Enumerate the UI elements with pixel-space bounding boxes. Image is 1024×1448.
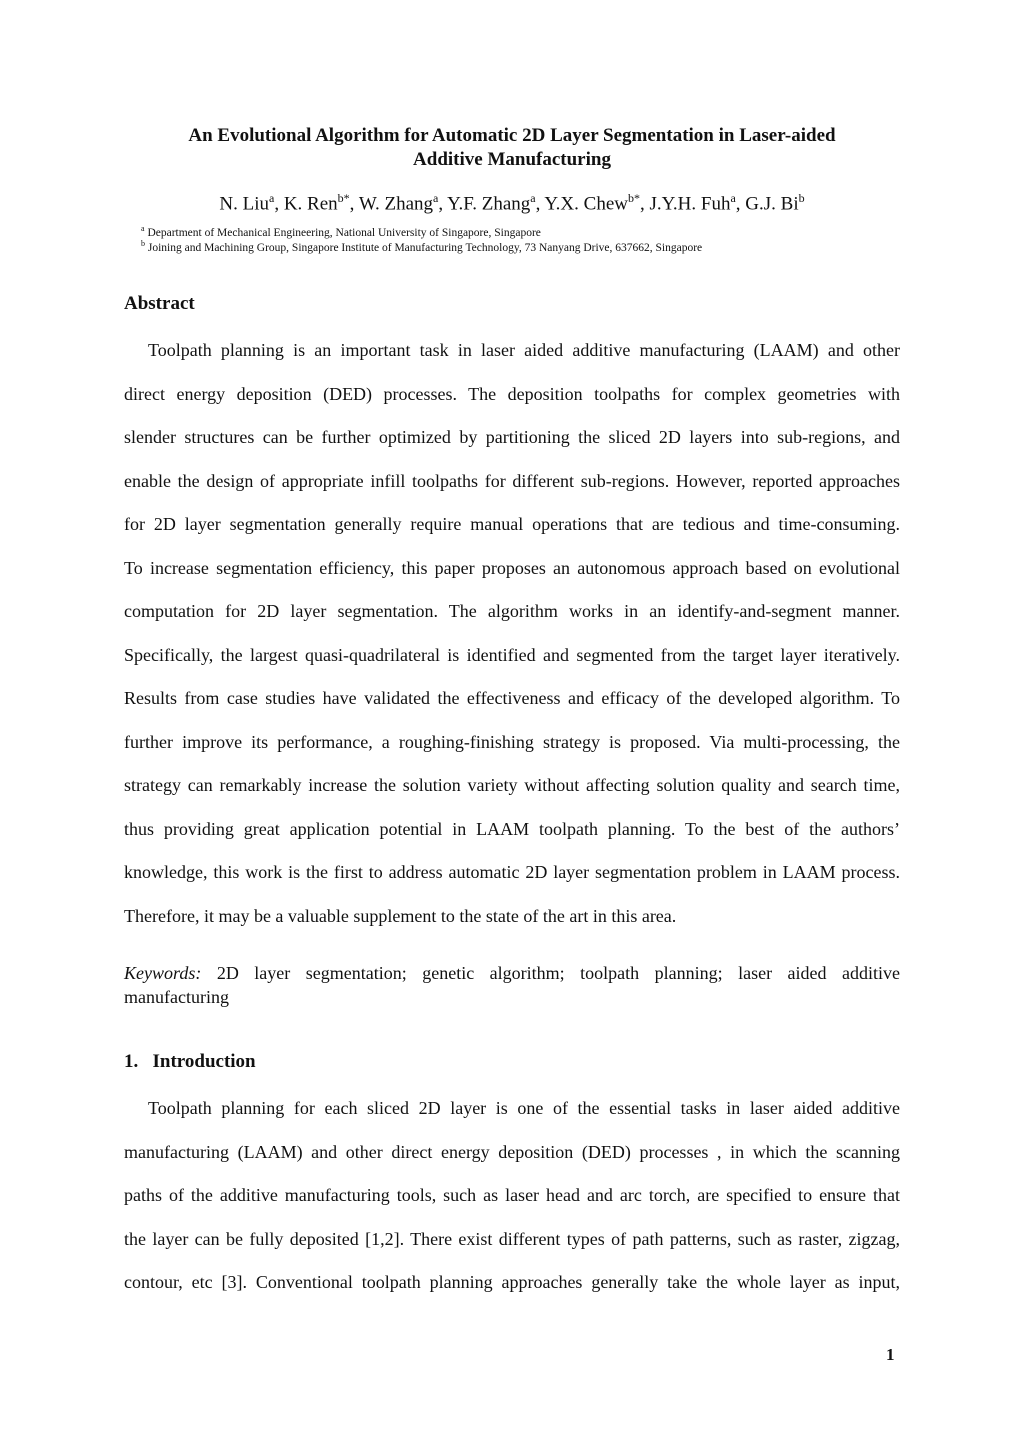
author: G.J. Bi	[745, 193, 799, 215]
text-line: direct energy deposition (DED) processes. The deposition toolpaths for complex geometries with	[124, 383, 900, 404]
author: K. Ren	[283, 193, 338, 215]
author-affiliation-mark: a	[268, 191, 275, 205]
keywords	[124, 961, 900, 1009]
keywords-line	[124, 961, 900, 985]
text-line: manufacturing (LAAM) and other direct energy deposition (DED) processes , in which the scanning	[124, 1141, 900, 1162]
author-affiliation-mark: a	[530, 191, 536, 205]
text-line: slender structures can be further optimized by partitioning the sliced 2D layers into sub-regions, and	[124, 427, 900, 447]
affiliation-text: Department of Mechanical Engineering, National University of Singapore, Singapore	[147, 226, 541, 239]
text-line: thus providing great application potential in LAAM toolpath planning. To the best of the authors’	[124, 818, 900, 839]
abstract-body	[124, 329, 900, 938]
affiliation-b	[141, 236, 702, 256]
title-line: An Evolutional Algorithm for Automatic 2D Layer Segmentation in Laser-aided	[188, 125, 836, 146]
keywords-label: Keywords:	[124, 963, 202, 983]
text-line: contour, etc [3]. Conventional toolpath planning approaches generally take the whole layer as input,	[124, 1272, 900, 1292]
title-line: Additive Manufacturing	[413, 149, 611, 170]
text-line: paths of the additive manufacturing tools, such as laser head and arc torch, are specified to ensure that	[124, 1185, 900, 1205]
text-line: enable the design of appropriate infill toolpaths for different sub-regions. However, reported approaches	[124, 470, 900, 491]
author: Y.F. Zhang	[447, 193, 531, 215]
author-list: N. Liu$^a$, K. Ren$^{b*}$, W. Zhang$^a$, Y.F. Zhang$^a$, Y.X. Chew$^{b*}$, J.Y.H. Fuh$^a$, G.J. Bi$^b$	[219, 191, 805, 215]
text-line: computation for 2D layer segmentation. The algorithm works in an identify-and-segment manner.	[124, 601, 900, 621]
affiliation-mark: b	[141, 239, 145, 248]
affiliation-mark: a	[141, 224, 145, 233]
text-line: knowledge, this work is the first to address automatic 2D layer segmentation problem in LAAM process.	[124, 862, 900, 882]
abstract-heading: Abstract	[124, 293, 195, 314]
text-line: Toolpath planning for each sliced 2D layer is one of the essential tasks in laser aided additive	[148, 1098, 900, 1118]
page-number: 1	[886, 1345, 895, 1364]
paper-title	[100, 124, 924, 172]
author-affiliation-mark: a	[433, 191, 439, 205]
keywords-line: manufacturing	[124, 987, 229, 1007]
text-line: the layer can be fully deposited [1,2]. There exist different types of path patterns, such as raster, zigzag,	[124, 1228, 900, 1249]
text-line: Results from case studies have validated the effectiveness and efficacy of the developed algorithm. To	[124, 688, 900, 708]
text-line: Therefore, it may be a valuable supplement to the state of the art in this area.	[124, 905, 677, 926]
author-affiliation-mark: b*	[337, 191, 350, 205]
author: N. Liu	[219, 193, 269, 215]
text-line: for 2D layer segmentation generally require manual operations that are tedious and time-consuming.	[124, 514, 900, 534]
text-line: To increase segmentation efficiency, this paper proposes an autonomous approach based on evolutional	[124, 557, 900, 578]
text-line: strategy can remarkably increase the solution variety without affecting solution quality and search time,	[124, 775, 900, 795]
author: W. Zhang	[358, 193, 434, 215]
author-affiliation-mark: b	[798, 191, 805, 205]
author: Y.X. Chew	[544, 193, 628, 215]
text-line: Specifically, the largest quasi-quadrilateral is identified and segmented from the target layer iteratively.	[124, 644, 900, 665]
author: J.Y.H. Fuh	[649, 193, 731, 215]
text-line: further improve its performance, a roughing-finishing strategy is proposed. Via multi-processing, the	[124, 731, 900, 752]
introduction-heading: 1. Introduction	[124, 1051, 256, 1072]
author-affiliation-mark: a	[730, 191, 736, 205]
introduction-body	[124, 1087, 900, 1305]
author-affiliation-mark: b*	[627, 191, 640, 205]
affiliation-text: Joining and Machining Group, Singapore Institute of Manufacturing Technology, 73 Nanyang Drive, 637662, Singapore	[147, 241, 703, 254]
keywords-text: 2D layer segmentation; genetic algorithm; toolpath planning; laser aided additive	[216, 963, 900, 983]
text-line: Toolpath planning is an important task in laser aided additive manufacturing (LAAM) and other	[148, 340, 900, 360]
